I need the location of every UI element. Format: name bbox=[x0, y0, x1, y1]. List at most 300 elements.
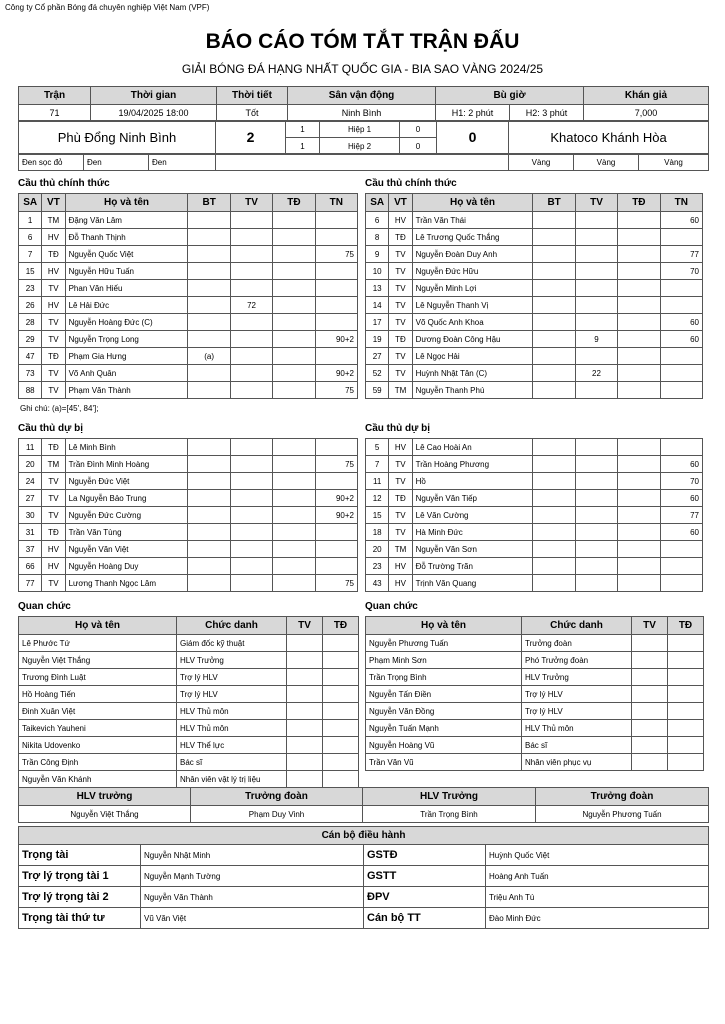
official-row bbox=[19, 754, 359, 771]
player-number: 31 bbox=[19, 524, 42, 541]
player-red-card bbox=[273, 263, 315, 280]
home-starters-table bbox=[18, 193, 358, 399]
official-red-card bbox=[323, 669, 359, 686]
player-number: 12 bbox=[366, 490, 389, 507]
player-row bbox=[19, 314, 358, 331]
player-red-card bbox=[618, 524, 660, 541]
player-number: 27 bbox=[19, 490, 42, 507]
kit-spacer bbox=[216, 154, 509, 171]
player-yellow-card bbox=[230, 558, 272, 575]
admin-value: Nguyễn Mạnh Tường bbox=[141, 866, 364, 887]
player-yellow-card bbox=[230, 473, 272, 490]
player-row bbox=[19, 382, 358, 399]
player-goals bbox=[533, 541, 575, 558]
player-number: 13 bbox=[366, 280, 389, 297]
official-red-card bbox=[668, 652, 704, 669]
match-time: 19/04/2025 18:00 bbox=[91, 105, 217, 122]
player-sub-minute: 60 bbox=[660, 212, 702, 229]
player-goals bbox=[188, 314, 230, 331]
official-name: Nguyễn Việt Thắng bbox=[19, 652, 177, 669]
official-row bbox=[19, 720, 359, 737]
player-row bbox=[366, 473, 703, 490]
official-row bbox=[19, 737, 359, 754]
header-match: Trận bbox=[19, 87, 91, 105]
player-yellow-card bbox=[230, 456, 272, 473]
player-col-header: SA bbox=[19, 194, 42, 212]
player-goals bbox=[188, 297, 230, 314]
sig-home-coach: Nguyễn Việt Thắng bbox=[19, 806, 191, 823]
player-name: Phan Văn Hiếu bbox=[65, 280, 188, 297]
header-stadium: Sân vận động bbox=[288, 87, 436, 105]
home-subs-title: Cầu thủ dự bị bbox=[18, 423, 84, 434]
player-name: Nguyễn Hữu Tuấn bbox=[65, 263, 188, 280]
player-row bbox=[19, 473, 358, 490]
player-row bbox=[19, 490, 358, 507]
official-role: Trợ lý HLV bbox=[522, 686, 632, 703]
player-col-header: TĐ bbox=[618, 194, 660, 212]
player-number: 47 bbox=[19, 348, 42, 365]
player-row bbox=[19, 246, 358, 263]
signature-table bbox=[18, 787, 709, 823]
added-time-h1: H1: 2 phút bbox=[436, 105, 510, 122]
official-name: Phạm Minh Sơn bbox=[366, 652, 522, 669]
away-team-name: Khatoco Khánh Hòa bbox=[509, 121, 709, 155]
official-row bbox=[366, 720, 704, 737]
player-yellow-card bbox=[230, 229, 272, 246]
player-goals bbox=[188, 331, 230, 348]
player-name: Đặng Văn Lâm bbox=[65, 212, 188, 229]
away-kit-color: Vàng bbox=[509, 154, 574, 171]
player-yellow-card bbox=[230, 314, 272, 331]
player-position: TV bbox=[42, 473, 65, 490]
header-spectators: Khán giả bbox=[584, 87, 709, 105]
player-goals bbox=[533, 314, 575, 331]
player-yellow-card bbox=[575, 490, 617, 507]
player-row bbox=[19, 348, 358, 365]
player-sub-minute: 60 bbox=[660, 490, 702, 507]
report-subtitle: GIẢI BÓNG ĐÁ HẠNG NHẤT QUỐC GIA - BIA SAO VÀNG 2024/25 bbox=[181, 62, 544, 76]
official-red-card bbox=[323, 737, 359, 754]
player-row bbox=[366, 297, 703, 314]
player-name: Nguyễn Trọng Long bbox=[65, 331, 188, 348]
player-red-card bbox=[273, 314, 315, 331]
player-row bbox=[19, 331, 358, 348]
player-row bbox=[366, 212, 703, 229]
player-number: 52 bbox=[366, 365, 389, 382]
admin-title: Cán bộ điều hành bbox=[19, 827, 709, 845]
player-sub-minute bbox=[315, 541, 357, 558]
player-number: 15 bbox=[366, 507, 389, 524]
home-kit-color: Đen sọc đỏ bbox=[19, 154, 84, 171]
player-goals bbox=[188, 541, 230, 558]
player-sub-minute: 77 bbox=[660, 507, 702, 524]
admin-table bbox=[18, 826, 709, 929]
player-yellow-card bbox=[230, 280, 272, 297]
official-name: Hồ Hoàng Tiến bbox=[19, 686, 177, 703]
player-red-card bbox=[273, 575, 315, 592]
report-title: BÁO CÁO TÓM TẮT TRẬN ĐẤU bbox=[205, 30, 520, 53]
official-col-header: TĐ bbox=[323, 617, 359, 635]
player-goals bbox=[188, 558, 230, 575]
official-row bbox=[366, 737, 704, 754]
player-position: TĐ bbox=[42, 246, 65, 263]
player-number: 66 bbox=[19, 558, 42, 575]
player-number: 59 bbox=[366, 382, 389, 399]
player-name: Lê Trương Quốc Thắng bbox=[412, 229, 533, 246]
away-half2-score: 0 bbox=[400, 138, 437, 155]
sig-header-away-coach: HLV Trưởng bbox=[363, 788, 536, 806]
player-number: 11 bbox=[366, 473, 389, 490]
player-number: 77 bbox=[19, 575, 42, 592]
official-red-card bbox=[323, 686, 359, 703]
player-sub-minute: 90+2 bbox=[315, 490, 357, 507]
admin-label: ĐPV bbox=[364, 887, 486, 908]
player-yellow-card bbox=[230, 348, 272, 365]
official-name: Nguyễn Văn Đồng bbox=[366, 703, 522, 720]
player-sub-minute: 75 bbox=[315, 382, 357, 399]
away-starters-title: Cầu thủ chính thức bbox=[365, 178, 457, 189]
official-role: Trợ lý HLV bbox=[177, 686, 287, 703]
admin-label: Cán bộ TT bbox=[364, 908, 486, 929]
home-half2-score: 1 bbox=[286, 138, 320, 155]
player-goals bbox=[533, 439, 575, 456]
player-number: 20 bbox=[366, 541, 389, 558]
match-stadium: Ninh Bình bbox=[288, 105, 436, 122]
player-red-card bbox=[618, 314, 660, 331]
kit-colors-table bbox=[18, 153, 709, 171]
player-position: HV bbox=[42, 263, 65, 280]
official-yellow-card bbox=[632, 737, 668, 754]
player-name: Võ Quốc Anh Khoa bbox=[412, 314, 533, 331]
away-starters-table bbox=[365, 193, 703, 399]
player-col-header: BT bbox=[188, 194, 230, 212]
player-goals bbox=[188, 473, 230, 490]
away-officials-table bbox=[365, 616, 704, 771]
official-role: HLV Thủ môn bbox=[522, 720, 632, 737]
official-role: Giám đốc kỹ thuật bbox=[177, 635, 287, 652]
official-yellow-card bbox=[632, 635, 668, 652]
official-role: HLV Thủ môn bbox=[177, 720, 287, 737]
away-officials-title: Quan chức bbox=[365, 601, 418, 612]
player-number: 11 bbox=[19, 439, 42, 456]
player-number: 37 bbox=[19, 541, 42, 558]
player-position: TV bbox=[42, 507, 65, 524]
home-team-name: Phù Đổng Ninh Bình bbox=[19, 121, 216, 155]
player-red-card bbox=[273, 558, 315, 575]
official-row bbox=[366, 754, 704, 771]
player-position: TĐ bbox=[42, 524, 65, 541]
player-red-card bbox=[273, 212, 315, 229]
player-name: Huỳnh Nhật Tân (C) bbox=[412, 365, 533, 382]
player-goals bbox=[533, 524, 575, 541]
player-row bbox=[19, 456, 358, 473]
official-role: Trợ lý HLV bbox=[522, 703, 632, 720]
official-role: Trưởng đoàn bbox=[522, 635, 632, 652]
sig-home-manager: Phạm Duy Vinh bbox=[191, 806, 363, 823]
player-red-card bbox=[618, 246, 660, 263]
player-yellow-card bbox=[230, 212, 272, 229]
player-number: 23 bbox=[19, 280, 42, 297]
player-red-card bbox=[618, 382, 660, 399]
player-sub-minute bbox=[315, 263, 357, 280]
player-col-header: TN bbox=[315, 194, 357, 212]
player-number: 27 bbox=[366, 348, 389, 365]
player-name: Trần Văn Tùng bbox=[65, 524, 188, 541]
player-goals bbox=[533, 348, 575, 365]
away-kit-color: Vàng bbox=[574, 154, 639, 171]
player-name: Nguyễn Đức Việt bbox=[65, 473, 188, 490]
player-red-card bbox=[273, 297, 315, 314]
official-red-card bbox=[668, 635, 704, 652]
official-row bbox=[366, 703, 704, 720]
player-name: Nguyễn Thanh Phú bbox=[412, 382, 533, 399]
admin-label: Trợ lý trọng tài 2 bbox=[19, 887, 141, 908]
player-goals bbox=[533, 473, 575, 490]
player-name: Phạm Văn Thành bbox=[65, 382, 188, 399]
player-red-card bbox=[618, 331, 660, 348]
player-sub-minute bbox=[660, 365, 702, 382]
player-name: Lê Cao Hoài An bbox=[412, 439, 533, 456]
match-weather: Tốt bbox=[217, 105, 288, 122]
player-goals bbox=[188, 229, 230, 246]
player-name: Phạm Gia Hưng bbox=[65, 348, 188, 365]
player-sub-minute bbox=[660, 541, 702, 558]
admin-label: Trợ lý trọng tài 1 bbox=[19, 866, 141, 887]
player-position: HV bbox=[42, 541, 65, 558]
player-name: Nguyễn Văn Việt bbox=[65, 541, 188, 558]
player-position: HV bbox=[389, 558, 412, 575]
player-position: HV bbox=[42, 297, 65, 314]
official-yellow-card bbox=[632, 686, 668, 703]
home-half1-score: 1 bbox=[286, 121, 320, 138]
player-position: TĐ bbox=[42, 348, 65, 365]
official-role: Nhân viên phục vụ bbox=[522, 754, 632, 771]
player-red-card bbox=[273, 331, 315, 348]
player-name: Đỗ Trường Trãn bbox=[412, 558, 533, 575]
half1-label: Hiệp 1 bbox=[320, 121, 400, 138]
player-number: 6 bbox=[19, 229, 42, 246]
player-number: 7 bbox=[366, 456, 389, 473]
player-row bbox=[366, 365, 703, 382]
added-time-h2: H2: 3 phút bbox=[510, 105, 584, 122]
player-red-card bbox=[273, 348, 315, 365]
player-red-card bbox=[618, 263, 660, 280]
player-red-card bbox=[273, 490, 315, 507]
company-name: Công ty Cổ phần Bóng đá chuyên nghiệp Việt Nam (VPF) bbox=[5, 3, 210, 12]
player-red-card bbox=[618, 473, 660, 490]
official-yellow-card bbox=[287, 771, 323, 788]
header-time: Thời gian bbox=[91, 87, 217, 105]
player-red-card bbox=[273, 524, 315, 541]
player-number: 7 bbox=[19, 246, 42, 263]
player-red-card bbox=[273, 507, 315, 524]
official-yellow-card bbox=[287, 754, 323, 771]
player-yellow-card bbox=[575, 246, 617, 263]
official-row bbox=[366, 652, 704, 669]
official-red-card bbox=[668, 703, 704, 720]
player-sub-minute bbox=[315, 280, 357, 297]
player-col-header: BT bbox=[533, 194, 575, 212]
admin-value: Đào Minh Đức bbox=[486, 908, 709, 929]
player-col-header: TV bbox=[230, 194, 272, 212]
official-red-card bbox=[668, 720, 704, 737]
player-goals bbox=[188, 575, 230, 592]
player-name: Nguyễn Đức Cường bbox=[65, 507, 188, 524]
home-officials-table bbox=[18, 616, 359, 788]
player-position: TV bbox=[389, 297, 412, 314]
sig-header-home-coach: HLV trưởng bbox=[19, 788, 191, 806]
player-yellow-card bbox=[575, 507, 617, 524]
player-name: Lê Hải Đức bbox=[65, 297, 188, 314]
player-sub-minute bbox=[660, 439, 702, 456]
player-yellow-card bbox=[575, 541, 617, 558]
player-yellow-card bbox=[230, 331, 272, 348]
player-sub-minute bbox=[315, 439, 357, 456]
official-name: Nguyễn Hoàng Vũ bbox=[366, 737, 522, 754]
player-row bbox=[19, 507, 358, 524]
player-row bbox=[366, 456, 703, 473]
official-name: Trương Đình Luật bbox=[19, 669, 177, 686]
away-kit-color: Vàng bbox=[639, 154, 709, 171]
player-red-card bbox=[273, 541, 315, 558]
official-red-card bbox=[323, 754, 359, 771]
player-goals bbox=[533, 212, 575, 229]
official-name: Trần Trọng Bình bbox=[366, 669, 522, 686]
player-goals bbox=[533, 280, 575, 297]
player-name: Lê Nguyễn Thanh Vị bbox=[412, 297, 533, 314]
official-col-header: Họ và tên bbox=[366, 617, 522, 635]
home-subs-table bbox=[18, 438, 358, 592]
player-number: 9 bbox=[366, 246, 389, 263]
player-col-header: TV bbox=[575, 194, 617, 212]
official-name: Nguyễn Tấn Điền bbox=[366, 686, 522, 703]
header-added-time: Bù giờ bbox=[436, 87, 584, 105]
player-yellow-card bbox=[575, 297, 617, 314]
official-red-card bbox=[668, 754, 704, 771]
player-position: TV bbox=[389, 314, 412, 331]
official-red-card bbox=[323, 635, 359, 652]
official-role: Nhân viên vật lý trị liệu bbox=[177, 771, 287, 788]
half2-label: Hiệp 2 bbox=[320, 138, 400, 155]
official-name: Nguyễn Văn Khánh bbox=[19, 771, 177, 788]
official-name: Nguyễn Phương Tuấn bbox=[366, 635, 522, 652]
player-sub-minute bbox=[660, 280, 702, 297]
player-col-header: TN bbox=[660, 194, 702, 212]
player-row bbox=[366, 575, 703, 592]
player-red-card bbox=[618, 541, 660, 558]
player-goals bbox=[533, 575, 575, 592]
player-sub-minute bbox=[315, 297, 357, 314]
player-goals bbox=[533, 507, 575, 524]
official-red-card bbox=[323, 720, 359, 737]
player-position: TV bbox=[389, 524, 412, 541]
player-col-header: Họ và tên bbox=[65, 194, 188, 212]
player-red-card bbox=[618, 439, 660, 456]
player-number: 29 bbox=[19, 331, 42, 348]
official-role: Bác sĩ bbox=[522, 737, 632, 754]
player-position: TM bbox=[42, 212, 65, 229]
player-red-card bbox=[618, 212, 660, 229]
player-name: La Nguyễn Bảo Trung bbox=[65, 490, 188, 507]
official-role: HLV Trưởng bbox=[522, 669, 632, 686]
admin-value: Triệu Anh Tú bbox=[486, 887, 709, 908]
official-name: Taikevich Yauheni bbox=[19, 720, 177, 737]
player-row bbox=[366, 229, 703, 246]
official-role: HLV Thể lực bbox=[177, 737, 287, 754]
away-subs-title: Cầu thủ dự bị bbox=[365, 423, 431, 434]
player-yellow-card bbox=[575, 382, 617, 399]
player-yellow-card bbox=[575, 575, 617, 592]
player-yellow-card bbox=[575, 439, 617, 456]
player-red-card bbox=[618, 456, 660, 473]
player-yellow-card bbox=[575, 314, 617, 331]
official-red-card bbox=[668, 669, 704, 686]
player-number: 20 bbox=[19, 456, 42, 473]
player-position: TM bbox=[42, 456, 65, 473]
player-red-card bbox=[618, 280, 660, 297]
player-number: 5 bbox=[366, 439, 389, 456]
official-name: Nikita Udovenko bbox=[19, 737, 177, 754]
player-sub-minute: 70 bbox=[660, 473, 702, 490]
player-position: TĐ bbox=[389, 229, 412, 246]
admin-value: Nguyễn Văn Thành bbox=[141, 887, 364, 908]
player-goals: (a) bbox=[188, 348, 230, 365]
official-yellow-card bbox=[287, 703, 323, 720]
admin-label: Trọng tài bbox=[19, 845, 141, 866]
player-number: 15 bbox=[19, 263, 42, 280]
player-row bbox=[366, 348, 703, 365]
player-position: HV bbox=[42, 558, 65, 575]
player-goals bbox=[188, 524, 230, 541]
player-number: 24 bbox=[19, 473, 42, 490]
player-goals bbox=[188, 490, 230, 507]
sig-away-manager: Nguyễn Phương Tuấn bbox=[536, 806, 709, 823]
player-yellow-card bbox=[230, 541, 272, 558]
official-name: Lê Phước Tứ bbox=[19, 635, 177, 652]
player-sub-minute: 75 bbox=[315, 575, 357, 592]
official-name: Nguyễn Tuấn Mạnh bbox=[366, 720, 522, 737]
player-yellow-card: 72 bbox=[230, 297, 272, 314]
player-sub-minute bbox=[315, 524, 357, 541]
player-goals bbox=[533, 246, 575, 263]
player-col-header: SA bbox=[366, 194, 389, 212]
official-yellow-card bbox=[287, 720, 323, 737]
official-role: Bác sĩ bbox=[177, 754, 287, 771]
player-col-header: Họ và tên bbox=[412, 194, 533, 212]
player-sub-minute: 75 bbox=[315, 456, 357, 473]
player-red-card bbox=[618, 558, 660, 575]
official-yellow-card bbox=[287, 652, 323, 669]
player-position: TĐ bbox=[389, 490, 412, 507]
player-goals bbox=[533, 297, 575, 314]
official-row bbox=[366, 686, 704, 703]
player-sub-minute: 60 bbox=[660, 314, 702, 331]
player-row bbox=[366, 246, 703, 263]
player-position: TV bbox=[42, 575, 65, 592]
player-row bbox=[19, 263, 358, 280]
player-name: Võ Anh Quân bbox=[65, 365, 188, 382]
player-goals bbox=[533, 331, 575, 348]
player-sub-minute bbox=[315, 314, 357, 331]
player-position: TV bbox=[389, 280, 412, 297]
player-name: Lê Văn Cường bbox=[412, 507, 533, 524]
official-role: HLV Trưởng bbox=[177, 652, 287, 669]
player-sub-minute: 60 bbox=[660, 524, 702, 541]
admin-value: Huỳnh Quốc Việt bbox=[486, 845, 709, 866]
player-goals bbox=[188, 365, 230, 382]
player-name: Trần Văn Thái bbox=[412, 212, 533, 229]
player-row bbox=[19, 280, 358, 297]
